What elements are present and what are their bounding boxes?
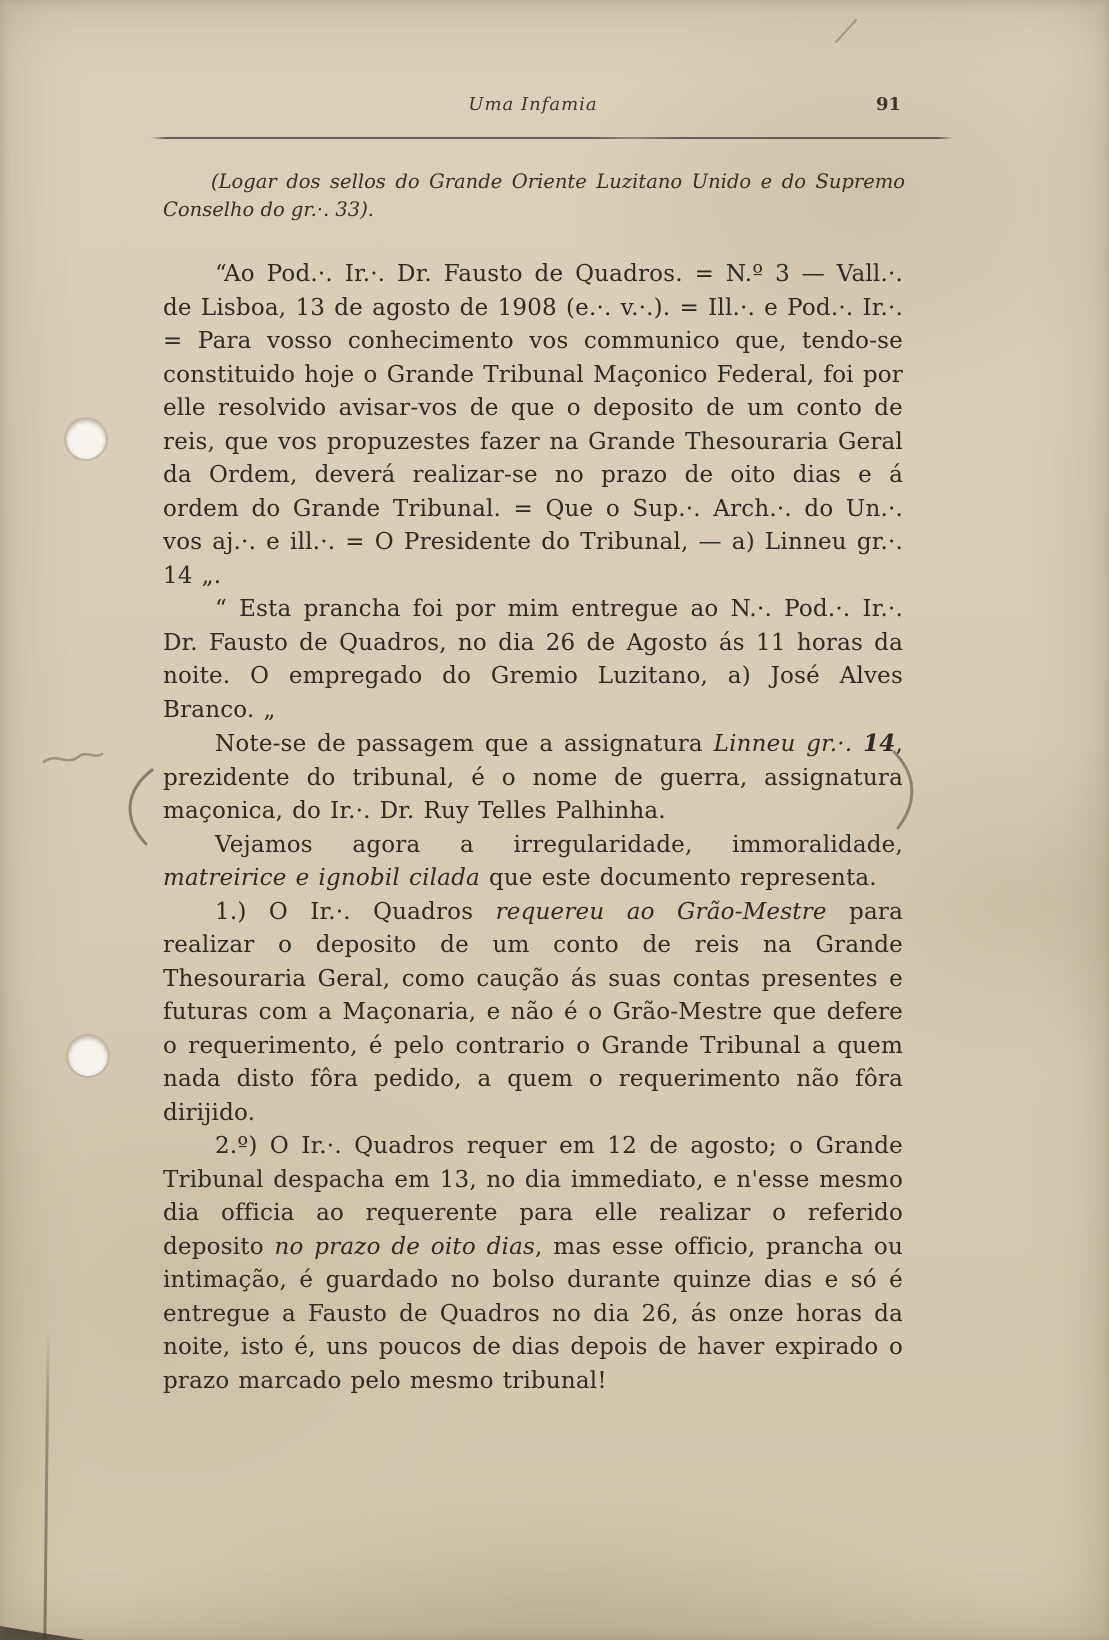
paragraph-point-1: [163, 896, 903, 1131]
pen-mark-corner-stroke: [836, 20, 856, 42]
pen-mark-left-paren: [130, 770, 152, 844]
text-run: Vejamos agora a irregularidade, immoralidade,: [215, 831, 903, 858]
epigraph-seal-caption: (Logar dos sellos do Grande Oriente Luzitano Unido e do Supremo Conselho do gr.·. 33).: [163, 170, 905, 221]
punch-hole-bottom: [68, 1036, 108, 1076]
paragraph-delivery-note: “ Esta prancha foi por mim entregue ao N.·. Pod.·. Ir.·. Dr. Fausto de Quadros, no dia 26 de Agosto ás 11 horas da noite. O empregado do Gremio Luzitano, a) José Alves Branco. „: [163, 596, 903, 723]
italic-run: no prazo de oito dias: [274, 1233, 536, 1260]
text-run: , prezidente do tribunal, é o nome de guerra, assignatura maçonica, do Ir.·. Dr. Ruy Telles Palhinha.: [163, 731, 903, 824]
text-run: 2.º) O Ir.·. Quadros requer em 12 de agosto; o Grande Tribunal despacha em 13, no dia immediato, e n'esse mesmo dia officia ao requerente para elle realizar o referido deposito: [163, 1133, 903, 1260]
paragraph-point-2: [163, 1130, 903, 1398]
italic-run: matreirice e ignobil cilada: [163, 865, 480, 891]
text-run: 1.) O Ir.·. Quadros: [215, 898, 496, 925]
bold-italic-run: 14: [863, 730, 896, 757]
bottom-left-corner-shadow: [0, 1626, 85, 1640]
text-run: para realizar o deposito de um conto de reis na Grande Thesouraria Geral, como caução ás suas contas presentes e futuras com a Maçonaria, e não é o Grão-Mestre que defere o requerimento, é pelo contrario o Grande Tribunal a quem nada disto fôra pedido, a quem o requerimento não fôra dirijido.: [163, 898, 903, 1126]
italic-run: requereu ao Grão-Mestre: [495, 898, 827, 925]
italic-run: Linneu gr.·.: [713, 731, 864, 757]
page-number: 91: [875, 94, 901, 115]
text-run: que este documento representa.: [479, 865, 877, 891]
running-title: Uma Infamia: [468, 94, 598, 115]
paragraph-vejamos: [163, 829, 903, 896]
text-run: Note-se de passagem que a assignatura: [215, 731, 714, 757]
page-edge-shadow: [43, 1330, 49, 1640]
paragraph-note-assignatura: [163, 727, 903, 829]
pen-mark-margin-squiggle: [44, 754, 102, 762]
paragraph-letter-transcription: “Ao Pod.·. Ir.·. Dr. Fausto de Quadros. = N.º 3 — Vall.·. de Lisboa, 13 de agosto de 1908 (e.·. v.·.). = Ill.·. e Pod.·. Ir.·. = Para vosso conhecimento vos communico que, tendo-se constituido hoje o Grande Tribunal Maçonico Federal, foi por elle resolvido avisar-vos de que o deposito de um conto de reis, que vos propuzestes fazer na Grande Thesouraria Geral da Ordem, deverá realizar-se no prazo de oito dias e á ordem do Grande Tribunal. = Que o Sup.·. Arch.·. do Un.·. vos aj.·. e ill.·. = O Presidente do Tribunal, — a) Linneu gr.·. 14 „.: [163, 261, 903, 589]
header-rule: [150, 137, 954, 139]
page-header: [163, 94, 903, 122]
text-run: , mas esse officio, prancha ou intimação, é guardado no bolso durante quinze dias e só é entregue a Fausto de Quadros no dia 26, ás onze horas da noite, isto é, uns poucos de dias depois de haver expirado o prazo marcado pelo mesmo tribunal!: [163, 1233, 903, 1394]
body-text: [163, 258, 903, 1398]
punch-hole-top: [66, 419, 106, 459]
